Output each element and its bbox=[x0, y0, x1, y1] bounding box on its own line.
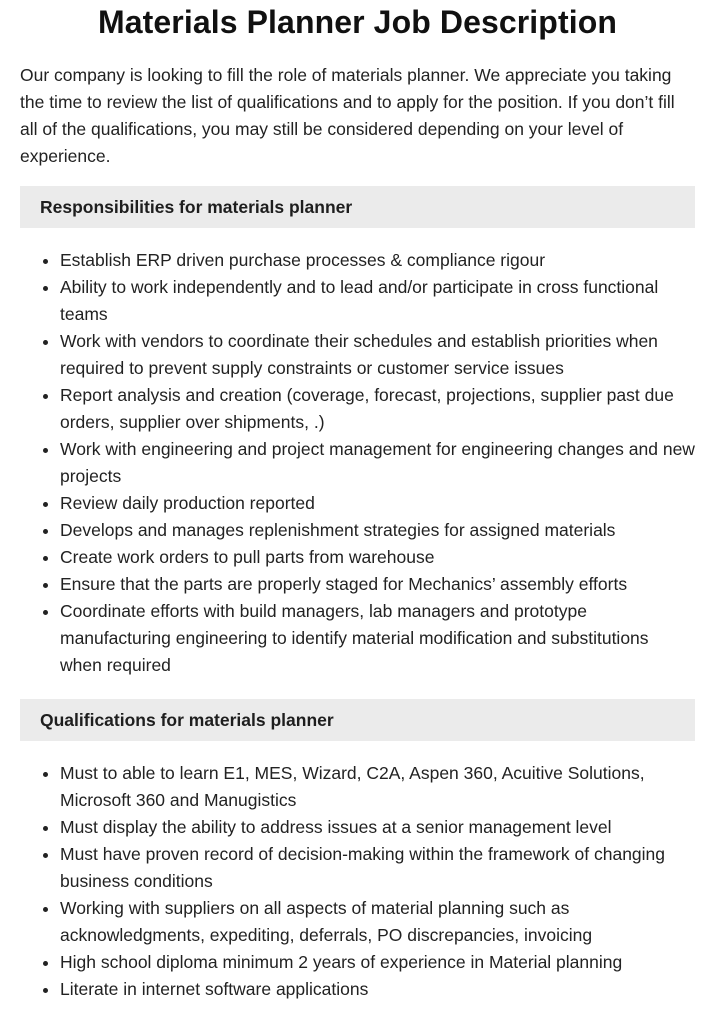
list-item: • High school diploma minimum 2 years of experience in Material planning bbox=[60, 949, 695, 976]
list-item: • Establish ERP driven purchase processes & compliance rigour bbox=[60, 247, 695, 274]
qualifications-heading: Qualifications for materials planner bbox=[20, 699, 695, 741]
list-item: • Must have proven record of decision-making within the framework of changing business conditions bbox=[60, 841, 695, 895]
list-item: • Create work orders to pull parts from warehouse bbox=[60, 544, 695, 571]
list-item: • Literate in internet software applications bbox=[60, 976, 695, 1003]
qualifications-list bbox=[20, 760, 695, 1003]
list-item: • Develops and manages replenishment strategies for assigned materials bbox=[60, 517, 695, 544]
list-item: • Must display the ability to address issues at a senior management level bbox=[60, 814, 695, 841]
list-item: • Coordinate efforts with build managers, lab managers and prototype manufacturing engineering to identify material modification and substitutions when required bbox=[60, 598, 695, 679]
responsibilities-heading: Responsibilities for materials planner bbox=[20, 186, 695, 228]
list-item: • Report analysis and creation (coverage, forecast, projections, supplier past due orders, supplier over shipments, .) bbox=[60, 382, 695, 436]
list-item: • Work with vendors to coordinate their schedules and establish priorities when required to prevent supply constraints or customer service issues bbox=[60, 328, 695, 382]
list-item: • Working with suppliers on all aspects of material planning such as acknowledgments, expediting, deferrals, PO discrepancies, invoicing bbox=[60, 895, 695, 949]
intro-paragraph: Our company is looking to fill the role of materials planner. We appreciate you taking the time to review the list of qualifications and to apply for the position. If you don’t fill all of the qualifications, you may still be considered depending on your level of experience. bbox=[20, 65, 675, 166]
list-item: • Ability to work independently and to lead and/or participate in cross functional teams bbox=[60, 274, 695, 328]
list-item: • Work with engineering and project management for engineering changes and new projects bbox=[60, 436, 695, 490]
list-item: • Ensure that the parts are properly staged for Mechanics’ assembly efforts bbox=[60, 571, 695, 598]
list-item: • Must to able to learn E1, MES, Wizard, C2A, Aspen 360, Acuitive Solutions, Microsoft 360 and Manugistics bbox=[60, 760, 695, 814]
page-title: Materials Planner Job Description bbox=[97, 4, 617, 40]
list-item: • Review daily production reported bbox=[60, 490, 695, 517]
responsibilities-list bbox=[20, 247, 695, 679]
